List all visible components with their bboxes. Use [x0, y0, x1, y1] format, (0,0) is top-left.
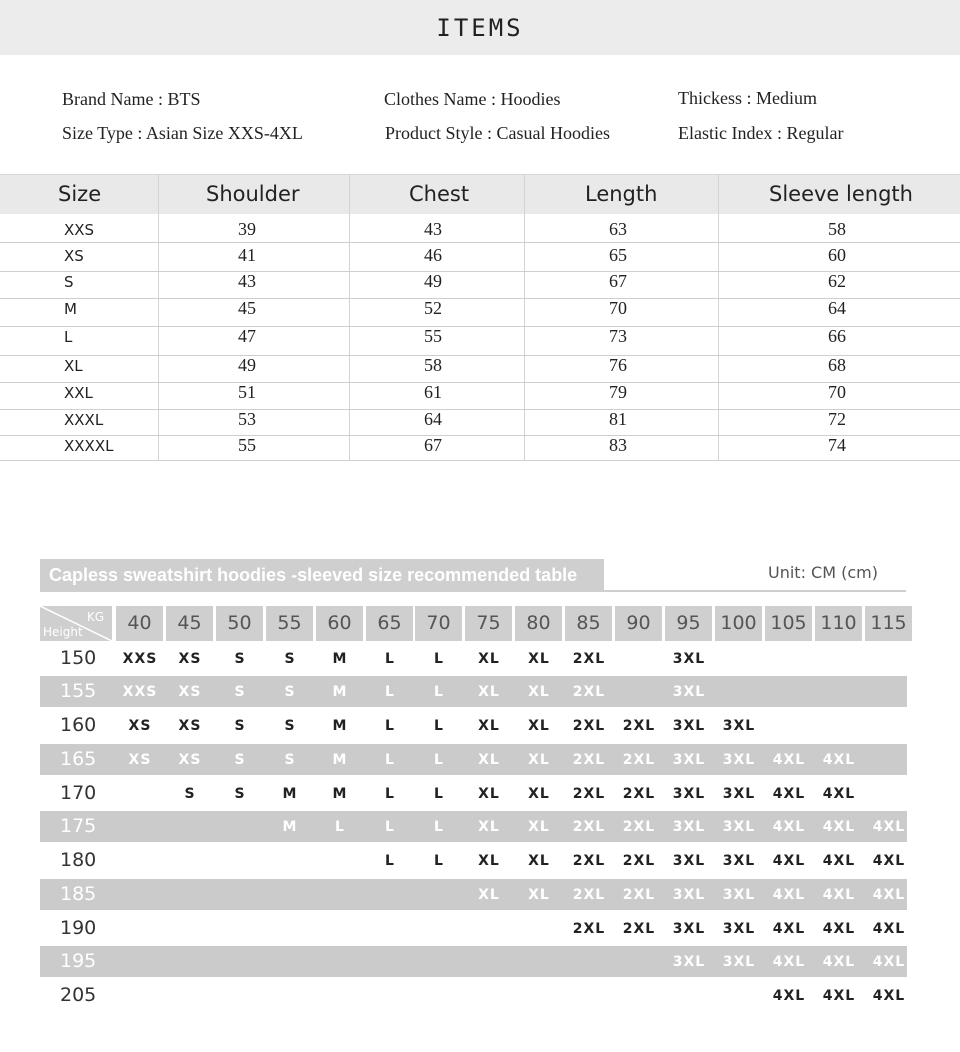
recommended-size-cell: M [332, 718, 348, 734]
size-table-cell: 70 [828, 382, 846, 402]
size-table-cell: XXS [64, 221, 95, 239]
recommended-size-cell: 2XL [572, 819, 606, 835]
recommended-size-cell: 3XL [722, 786, 756, 802]
size-table-cell: XXL [64, 384, 93, 402]
height-label: 155 [60, 680, 97, 702]
recommended-size-cell: L [385, 752, 395, 768]
recommended-size-cell: XL [478, 718, 500, 734]
recommended-size-cell: S [284, 651, 296, 667]
weight-header-cell: 45 [166, 606, 213, 641]
recommend-title-rule [40, 590, 906, 592]
recommended-size-cell: 2XL [622, 752, 656, 768]
recommended-size-cell: XS [128, 718, 152, 734]
recommended-size-cell: L [335, 819, 345, 835]
size-table-cell: 61 [424, 382, 442, 402]
size-table-cell: 62 [828, 271, 846, 291]
size-table-cell: 58 [828, 219, 846, 239]
recommended-size-cell: 4XL [822, 786, 856, 802]
recommended-size-cell: 2XL [622, 921, 656, 937]
recommended-size-cell: 3XL [722, 921, 756, 937]
recommended-size-cell: 4XL [772, 752, 806, 768]
recommended-size-cell: 4XL [872, 954, 906, 970]
height-label: 175 [60, 815, 97, 837]
size-table-cell: XXXL [64, 411, 104, 429]
recommended-size-cell: 3XL [672, 684, 706, 700]
size-table-header [0, 174, 960, 214]
recommended-size-cell: L [385, 718, 395, 734]
size-table-cell: L [64, 328, 73, 346]
recommended-size-cell: XL [528, 786, 550, 802]
recommended-size-cell: 4XL [872, 988, 906, 1004]
spec-size-type: Size Type : Asian Size XXS-4XL [62, 123, 303, 143]
size-table-cell: S [64, 273, 74, 291]
size-table-cell: 45 [238, 298, 256, 318]
recommended-size-cell: XL [528, 887, 550, 903]
size-table-cell: 73 [609, 326, 627, 346]
recommended-size-cell: 4XL [772, 887, 806, 903]
sleeve-length-header: Sleeve length [769, 182, 913, 206]
recommended-size-cell: XL [528, 853, 550, 869]
height-label: 190 [60, 917, 97, 939]
size-table-cell: 64 [424, 409, 442, 429]
page-title: ITEMS [436, 13, 524, 42]
recommended-size-cell: 3XL [672, 819, 706, 835]
recommended-size-cell: 4XL [822, 921, 856, 937]
spec-product-style: Product Style : Casual Hoodies [385, 123, 610, 143]
size-table-cell: 66 [828, 326, 846, 346]
size-table-row [0, 407, 960, 436]
height-label: 195 [60, 950, 97, 972]
size-table-row [0, 269, 960, 299]
recommended-size-cell: 4XL [772, 921, 806, 937]
recommended-size-cell: 4XL [822, 954, 856, 970]
weight-header-cell: 80 [515, 606, 562, 641]
recommended-size-cell: L [434, 651, 444, 667]
recommended-size-cell: 3XL [672, 921, 706, 937]
spec-clothes-name: Clothes Name : Hoodies [384, 89, 561, 109]
recommended-size-cell: 4XL [872, 887, 906, 903]
size-table-cell: 58 [424, 355, 442, 375]
recommended-size-cell: 4XL [772, 988, 806, 1004]
size-table-cell: 70 [609, 298, 627, 318]
size-table-row [0, 243, 960, 272]
recommended-size-cell: 4XL [772, 819, 806, 835]
size-table-cell: 67 [424, 435, 442, 455]
size-table-cell: 46 [424, 245, 442, 265]
size-table-cell: 79 [609, 382, 627, 402]
unit-label: Unit: CM (cm) [768, 563, 878, 582]
height-label: 185 [60, 883, 97, 905]
weight-header-cell: 60 [316, 606, 363, 641]
recommended-size-cell: L [385, 651, 395, 667]
size-table-cell: 49 [238, 355, 256, 375]
recommended-size-cell: XL [478, 887, 500, 903]
recommend-title-bar [40, 559, 604, 592]
size-table-cell: 51 [238, 382, 256, 402]
corner-height-label: Height [43, 625, 83, 639]
recommended-size-cell: S [234, 786, 246, 802]
recommended-size-cell: XXS [122, 684, 158, 700]
size-table-cell: 55 [238, 435, 256, 455]
recommended-size-cell: XL [528, 752, 550, 768]
recommended-size-cell: 3XL [722, 819, 756, 835]
recommended-size-cell: 2XL [572, 853, 606, 869]
size-table-row [0, 353, 960, 383]
recommended-size-cell: XL [478, 752, 500, 768]
recommended-size-cell: M [332, 651, 348, 667]
recommended-size-cell: S [234, 684, 246, 700]
recommended-size-cell: 4XL [822, 988, 856, 1004]
size-table-cell: 47 [238, 326, 256, 346]
recommended-size-cell: XL [478, 684, 500, 700]
recommended-size-cell: 2XL [572, 887, 606, 903]
recommended-size-cell: 3XL [672, 887, 706, 903]
recommended-size-cell: XS [178, 651, 202, 667]
weight-header-cell: 50 [216, 606, 263, 641]
size-table-cell: 52 [424, 298, 442, 318]
recommended-size-cell: XL [478, 819, 500, 835]
recommended-size-cell: XXS [122, 651, 158, 667]
weight-header-cell: 85 [565, 606, 612, 641]
recommended-size-cell: 2XL [622, 887, 656, 903]
recommended-size-cell: M [332, 684, 348, 700]
recommended-size-cell: S [284, 684, 296, 700]
size-table-cell: 72 [828, 409, 846, 429]
weight-header-cell: 95 [665, 606, 712, 641]
recommended-size-cell: 2XL [572, 718, 606, 734]
height-label: 180 [60, 849, 97, 871]
recommended-size-cell: L [434, 752, 444, 768]
shoulder-header: Shoulder [206, 182, 300, 206]
size-table-cell: 76 [609, 355, 627, 375]
recommended-size-cell: 4XL [872, 819, 906, 835]
recommended-size-cell: M [282, 819, 298, 835]
height-label: 205 [60, 984, 97, 1006]
recommended-size-cell: 3XL [672, 718, 706, 734]
size-table-cell: 74 [828, 435, 846, 455]
recommended-size-cell: XL [478, 786, 500, 802]
height-label: 160 [60, 714, 97, 736]
height-label: 165 [60, 748, 97, 770]
recommended-size-cell: 3XL [672, 954, 706, 970]
recommended-size-cell: 2XL [622, 718, 656, 734]
recommended-size-cell: S [284, 718, 296, 734]
weight-header-cell: 100 [715, 606, 762, 641]
recommended-size-cell: 3XL [722, 887, 756, 903]
size-table-cell: XL [64, 357, 83, 375]
recommended-size-cell: L [385, 819, 395, 835]
size-table-row [0, 296, 960, 327]
size-table-cell: 83 [609, 435, 627, 455]
recommended-size-cell: 3XL [722, 752, 756, 768]
recommended-size-cell: XL [528, 819, 550, 835]
size-table-cell: 67 [609, 271, 627, 291]
length-header: Length [585, 182, 658, 206]
recommended-size-cell: XL [478, 651, 500, 667]
size-table-cell: 64 [828, 298, 846, 318]
size-table-cell: 41 [238, 245, 256, 265]
size-table-cell: 68 [828, 355, 846, 375]
size-table-cell: 43 [424, 219, 442, 239]
spec-elastic-index: Elastic Index : Regular [678, 123, 844, 143]
recommended-size-cell: 4XL [822, 819, 856, 835]
recommended-size-cell: M [282, 786, 298, 802]
weight-header-cell: 90 [615, 606, 662, 641]
chest-header: Chest [409, 182, 470, 206]
recommended-size-cell: 2XL [622, 786, 656, 802]
recommended-size-cell: XL [478, 853, 500, 869]
recommended-size-cell: 4XL [772, 954, 806, 970]
recommended-size-cell: 2XL [572, 651, 606, 667]
size-header: Size [58, 182, 102, 206]
size-table-row [0, 380, 960, 410]
recommended-size-cell: 2XL [622, 819, 656, 835]
recommended-size-cell: L [385, 684, 395, 700]
recommended-size-cell: 2XL [622, 853, 656, 869]
recommended-size-cell: XS [128, 752, 152, 768]
recommended-size-cell: S [184, 786, 196, 802]
weight-header-cell: 105 [765, 606, 812, 641]
recommended-size-cell: 3XL [672, 651, 706, 667]
recommended-size-cell: XL [528, 651, 550, 667]
recommended-size-cell: 2XL [572, 752, 606, 768]
recommended-size-cell: L [385, 853, 395, 869]
recommended-size-cell: XS [178, 718, 202, 734]
size-table-row [0, 433, 960, 461]
recommended-size-cell: S [234, 752, 246, 768]
size-table-cell: 55 [424, 326, 442, 346]
size-table-cell: 63 [609, 219, 627, 239]
recommended-size-cell: L [434, 819, 444, 835]
recommended-size-cell: 2XL [572, 684, 606, 700]
weight-header-cell: 65 [366, 606, 413, 641]
weight-header-cell: 115 [865, 606, 912, 641]
recommended-size-cell: 3XL [722, 954, 756, 970]
spec-thickness: Thickess : Medium [678, 88, 817, 108]
recommended-size-cell: 3XL [722, 718, 756, 734]
corner-kg-label: KG [86, 610, 104, 624]
size-table-cell: 60 [828, 245, 846, 265]
weight-header-cell: 55 [266, 606, 313, 641]
size-table-cell: M [64, 300, 77, 318]
size-table-cell: 49 [424, 271, 442, 291]
recommended-size-cell: M [332, 786, 348, 802]
recommended-size-cell: 4XL [772, 786, 806, 802]
size-table-cell: 43 [238, 271, 256, 291]
recommended-size-cell: 2XL [572, 786, 606, 802]
recommended-size-cell: 4XL [822, 853, 856, 869]
recommended-size-cell: M [332, 752, 348, 768]
recommended-size-cell: XL [528, 718, 550, 734]
recommended-size-cell: 3XL [672, 786, 706, 802]
weight-header-cell: 75 [465, 606, 512, 641]
weight-header-cell: 70 [415, 606, 462, 641]
recommended-size-cell: 4XL [822, 752, 856, 768]
recommended-size-cell: 4XL [822, 887, 856, 903]
recommended-size-cell: XL [528, 684, 550, 700]
recommended-size-cell: 4XL [772, 853, 806, 869]
height-label: 150 [60, 647, 97, 669]
recommended-size-cell: S [284, 752, 296, 768]
weight-header-cell: 40 [116, 606, 163, 641]
size-table-cell: 39 [238, 219, 256, 239]
size-table-cell: 65 [609, 245, 627, 265]
recommended-size-cell: S [234, 718, 246, 734]
recommended-size-cell: 3XL [672, 853, 706, 869]
recommended-size-cell: L [385, 786, 395, 802]
page-banner [0, 0, 960, 55]
recommended-size-cell: 3XL [722, 853, 756, 869]
recommended-size-cell: 4XL [872, 921, 906, 937]
size-table-row [0, 324, 960, 356]
weight-header-cell: 110 [815, 606, 862, 641]
recommended-size-cell: S [234, 651, 246, 667]
recommended-size-cell: XS [178, 752, 202, 768]
height-label: 170 [60, 782, 97, 804]
recommended-size-cell: L [434, 853, 444, 869]
size-table-cell: XS [64, 247, 84, 265]
recommended-size-cell: 2XL [572, 921, 606, 937]
recommended-size-cell: 4XL [872, 853, 906, 869]
recommended-size-cell: L [434, 718, 444, 734]
recommend-title: Capless sweatshirt hoodies -sleeved size recommended table [49, 565, 578, 585]
size-table-cell: 81 [609, 409, 627, 429]
size-table-cell: XXXXL [64, 437, 114, 455]
recommended-size-cell: 3XL [672, 752, 706, 768]
spec-brand-name: Brand Name : BTS [62, 89, 201, 109]
recommended-size-cell: L [434, 786, 444, 802]
size-table-row [0, 217, 960, 243]
recommended-size-cell: XS [178, 684, 202, 700]
size-table-cell: 53 [238, 409, 256, 429]
recommended-size-cell: L [434, 684, 444, 700]
height-weight-corner [40, 606, 112, 641]
